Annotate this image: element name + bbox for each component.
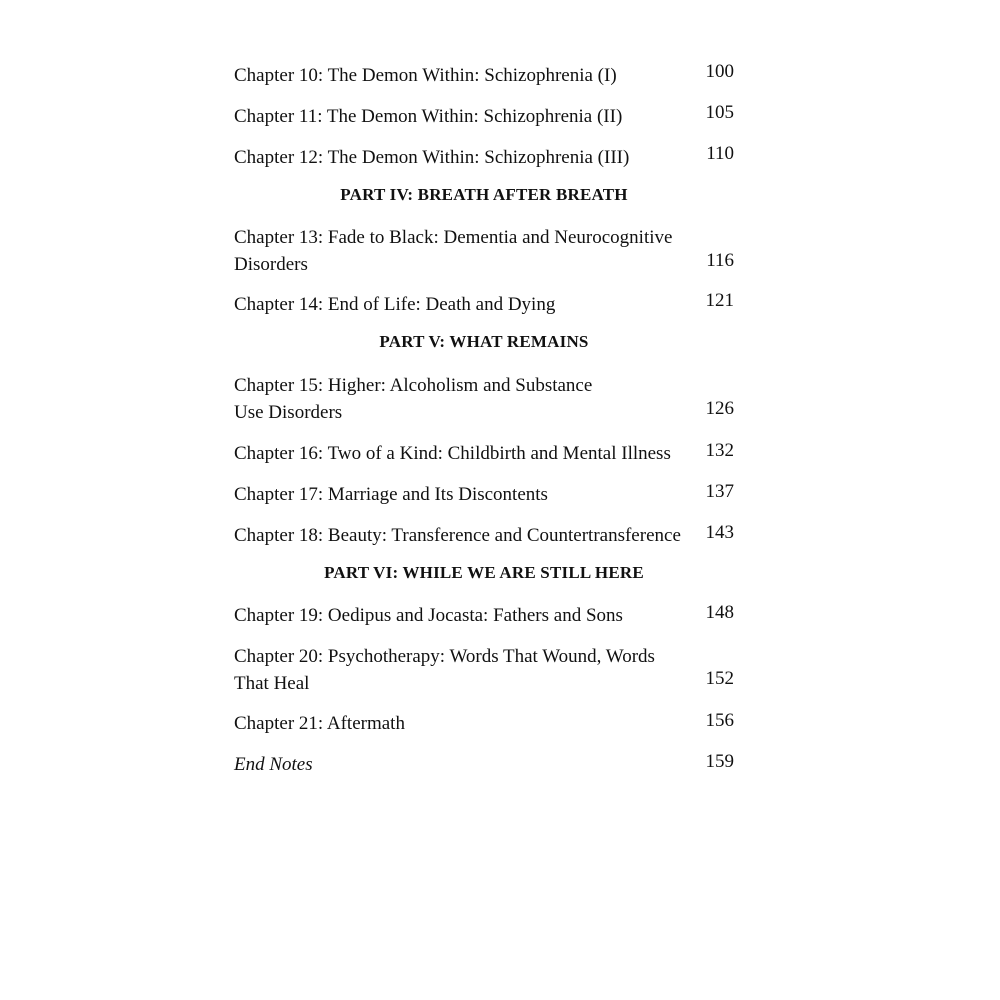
toc-entry-title-line-2: Use Disorders [234,402,343,423]
toc-entry-title: Chapter 18: Beauty: Transference and Countertransference [234,525,681,546]
toc-entry-page-number: 137 [705,481,734,502]
toc-entry-page-number: 105 [705,102,734,123]
toc-entry-page-number: 100 [705,61,734,82]
toc-entry-title: Chapter 10: The Demon Within: Schizophrenia (I) [234,65,617,86]
toc-entry-page-number: 121 [705,290,734,311]
part-heading: PART V: WHAT REMAINS [379,332,589,351]
toc-entry-page-number: 110 [706,143,734,164]
part-heading: PART VI: WHILE WE ARE STILL HERE [324,563,644,582]
toc-entry-title: Chapter 16: Two of a Kind: Childbirth and Mental Illness [234,443,671,464]
toc-entry-title: Chapter 14: End of Life: Death and Dying [234,294,556,315]
toc-entry-title: Chapter 11: The Demon Within: Schizophrenia (II) [234,106,623,127]
toc-entry-title: Chapter 12: The Demon Within: Schizophrenia (III) [234,147,630,168]
toc-entry-page-number: 126 [705,398,734,419]
toc-entry-page-number: 156 [705,710,734,731]
toc-entry-title: Chapter 17: Marriage and Its Discontents [234,484,548,505]
toc-entry-title: Chapter 21: Aftermath [234,713,405,734]
toc-entry-page-number: 116 [706,250,734,271]
toc-entry-page-number: 143 [705,522,734,543]
part-heading: PART IV: BREATH AFTER BREATH [340,185,628,204]
toc-entry-page-number: 132 [705,440,734,461]
toc-entry-title-line-2: That Heal [234,673,310,694]
toc-entry-title-line-1: Chapter 13: Fade to Black: Dementia and Neurocognitive [234,227,673,248]
toc-entry-title-line-1: Chapter 20: Psychotherapy: Words That Wound, Words [234,646,655,667]
toc-entry-title: Chapter 19: Oedipus and Jocasta: Fathers and Sons [234,605,623,626]
toc-entry-page-number: 148 [705,602,734,623]
toc-entry-title: End Notes [234,754,313,775]
toc-entry-title-line-1: Chapter 15: Higher: Alcoholism and Substance [234,375,593,396]
toc-entry-page-number: 159 [705,751,734,772]
toc-entry-title-line-2: Disorders [234,254,308,275]
toc-entry-page-number: 152 [705,668,734,689]
